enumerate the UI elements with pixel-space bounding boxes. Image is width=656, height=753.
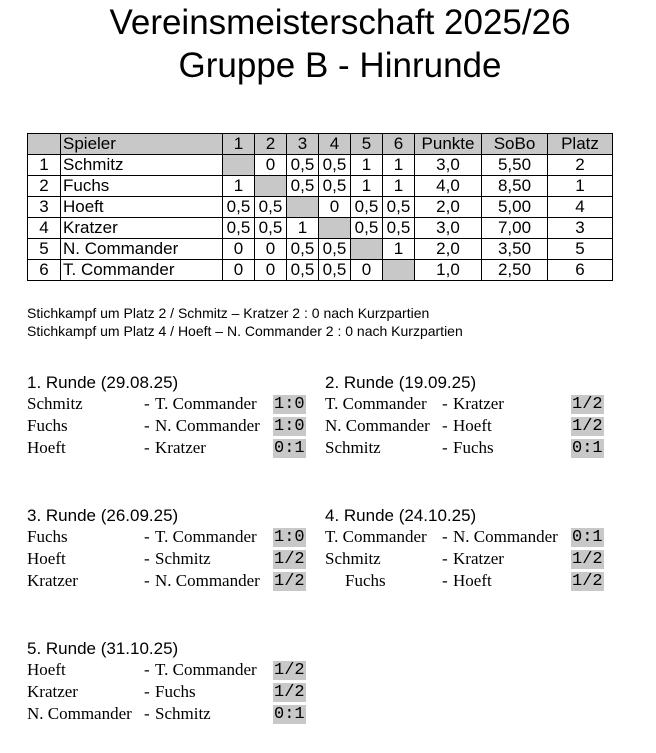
player-name-cell: Kratzer xyxy=(61,218,223,239)
white-player: Kratzer xyxy=(27,571,78,590)
table-cell: 3,50 xyxy=(482,239,548,260)
white-player: Kratzer xyxy=(27,682,78,701)
game-result: 1/2 xyxy=(274,661,305,680)
column-header: Spieler xyxy=(61,134,223,155)
game-result: 1/2 xyxy=(572,417,603,436)
game-result: 1:0 xyxy=(274,528,305,547)
pairing-dash: - xyxy=(144,682,150,701)
table-cell: 4 xyxy=(548,197,613,218)
table-cell: 3,0 xyxy=(415,155,482,176)
black-player: Kratzer xyxy=(453,394,504,413)
table-cell: 1 xyxy=(383,155,415,176)
game-result: 0:1 xyxy=(572,439,603,458)
game-result: 1/2 xyxy=(274,683,305,702)
table-cell: 0,5 xyxy=(383,218,415,239)
table-cell: 0,5 xyxy=(223,218,255,239)
pairing-dash: - xyxy=(442,549,448,568)
pairing xyxy=(27,415,305,437)
game-result: 1/2 xyxy=(572,550,603,569)
round-3 xyxy=(27,506,305,592)
game-result: 1/2 xyxy=(274,550,305,569)
table-row xyxy=(28,260,613,281)
pairing-dash: - xyxy=(144,416,150,435)
black-player: T. Commander xyxy=(155,527,257,546)
table-cell: 8,50 xyxy=(482,176,548,197)
column-header: 4 xyxy=(319,134,351,155)
pairing-dash: - xyxy=(144,438,150,457)
table-cell: 1 xyxy=(548,176,613,197)
table-cell: 2,0 xyxy=(415,239,482,260)
table-cell: 0 xyxy=(255,239,287,260)
table-cell: 1 xyxy=(28,155,61,176)
white-player: Schmitz xyxy=(325,438,381,457)
table-cell xyxy=(287,197,319,218)
table-cell: 0,5 xyxy=(319,176,351,197)
table-cell: 0 xyxy=(255,155,287,176)
white-player: Fuchs xyxy=(27,416,68,435)
table-cell: 1 xyxy=(351,155,383,176)
player-name-cell: Fuchs xyxy=(61,176,223,197)
table-cell: 0,5 xyxy=(287,176,319,197)
game-result: 1:0 xyxy=(274,395,305,414)
white-player: T. Commander xyxy=(325,394,427,413)
table-row xyxy=(28,239,613,260)
table-cell: 6 xyxy=(28,260,61,281)
table-cell: 0,5 xyxy=(255,197,287,218)
pairing xyxy=(27,526,305,548)
black-player: N. Commander xyxy=(155,416,260,435)
pairing xyxy=(325,548,603,570)
round-1 xyxy=(27,373,305,459)
tiebreak-note-1: Stichkampf um Platz 2 / Schmitz – Kratzer 2 : 0 nach Kurzpartien xyxy=(27,305,430,321)
page-title: Vereinsmeisterschaft 2025/26 xyxy=(109,3,571,42)
round-title: 4. Runde (24.10.25) xyxy=(325,506,477,525)
column-header: 5 xyxy=(351,134,383,155)
black-player: Kratzer xyxy=(155,438,206,457)
table-cell: 0 xyxy=(223,239,255,260)
table-cell: 0,5 xyxy=(319,260,351,281)
game-result: 1/2 xyxy=(572,395,603,414)
column-header: 2 xyxy=(255,134,287,155)
player-name-cell: Hoeft xyxy=(61,197,223,218)
table-cell: 1 xyxy=(351,176,383,197)
table-cell: 0,5 xyxy=(287,155,319,176)
pairing xyxy=(27,659,305,681)
black-player: N. Commander xyxy=(155,571,260,590)
pairing-dash: - xyxy=(144,394,150,413)
table-cell: 0,5 xyxy=(319,239,351,260)
table-cell: 4,0 xyxy=(415,176,482,197)
pairing-dash: - xyxy=(442,438,448,457)
game-result: 0:1 xyxy=(572,528,603,547)
table-header-row xyxy=(28,134,613,155)
white-player: Fuchs xyxy=(345,571,386,590)
table-cell: 4 xyxy=(28,218,61,239)
pairing-dash: - xyxy=(144,549,150,568)
pairing xyxy=(27,437,305,459)
black-player: Schmitz xyxy=(155,549,211,568)
pairing xyxy=(325,526,603,548)
table-cell: 5,00 xyxy=(482,197,548,218)
game-result: 0:1 xyxy=(274,705,305,724)
table-cell: 0 xyxy=(255,260,287,281)
black-player: Fuchs xyxy=(155,682,196,701)
black-player: Kratzer xyxy=(453,549,504,568)
white-player: Schmitz xyxy=(325,549,381,568)
game-result: 1:0 xyxy=(274,417,305,436)
table-cell: 0,5 xyxy=(319,155,351,176)
pairing-dash: - xyxy=(442,527,448,546)
white-player: N. Commander xyxy=(27,704,132,723)
black-player: Hoeft xyxy=(453,571,492,590)
black-player: N. Commander xyxy=(453,527,558,546)
table-row xyxy=(28,176,613,197)
table-cell: 2 xyxy=(28,176,61,197)
black-player: Fuchs xyxy=(453,438,494,457)
game-result: 0:1 xyxy=(274,439,305,458)
white-player: Hoeft xyxy=(27,438,66,457)
table-cell: 5 xyxy=(548,239,613,260)
table-cell: 7,00 xyxy=(482,218,548,239)
table-row xyxy=(28,155,613,176)
table-row xyxy=(28,218,613,239)
table-cell: 0,5 xyxy=(223,197,255,218)
table-cell: 2,0 xyxy=(415,197,482,218)
table-cell: 0 xyxy=(319,197,351,218)
table-cell: 3,0 xyxy=(415,218,482,239)
round-title: 1. Runde (29.08.25) xyxy=(27,373,179,392)
column-header: Platz xyxy=(548,134,613,155)
white-player: N. Commander xyxy=(325,416,430,435)
table-cell xyxy=(383,260,415,281)
pairing-dash: - xyxy=(442,571,448,590)
column-header: 3 xyxy=(287,134,319,155)
table-cell: 5,50 xyxy=(482,155,548,176)
column-header: 6 xyxy=(383,134,415,155)
table-cell: 2,50 xyxy=(482,260,548,281)
table-cell: 1 xyxy=(287,218,319,239)
table-cell: 3 xyxy=(548,218,613,239)
table-cell: 1,0 xyxy=(415,260,482,281)
table-cell xyxy=(223,155,255,176)
table-cell xyxy=(255,176,287,197)
column-header: 1 xyxy=(223,134,255,155)
table-cell: 0,5 xyxy=(383,197,415,218)
pairing-dash: - xyxy=(144,527,150,546)
table-cell: 5 xyxy=(28,239,61,260)
table-cell: 0,5 xyxy=(255,218,287,239)
table-cell: 0 xyxy=(223,260,255,281)
pairing xyxy=(27,393,305,415)
table-cell: 0 xyxy=(351,260,383,281)
pairing xyxy=(325,393,603,415)
table-cell: 1 xyxy=(223,176,255,197)
round-4 xyxy=(325,506,603,592)
pairing-dash: - xyxy=(442,394,448,413)
player-name-cell: Schmitz xyxy=(61,155,223,176)
white-player: Fuchs xyxy=(27,527,68,546)
table-row xyxy=(28,197,613,218)
table-cell xyxy=(319,218,351,239)
player-name-cell: T. Commander xyxy=(61,260,223,281)
white-player: T. Commander xyxy=(325,527,427,546)
column-header xyxy=(28,134,61,155)
game-result: 1/2 xyxy=(572,572,603,591)
pairing-dash: - xyxy=(144,704,150,723)
black-player: Hoeft xyxy=(453,416,492,435)
table-cell xyxy=(351,239,383,260)
table-cell: 3 xyxy=(28,197,61,218)
table-cell: 0,5 xyxy=(287,260,319,281)
pairing xyxy=(27,548,305,570)
player-name-cell: N. Commander xyxy=(61,239,223,260)
table-cell: 1 xyxy=(383,176,415,197)
pairing xyxy=(325,570,603,592)
round-title: 2. Runde (19.09.25) xyxy=(325,373,477,392)
table-cell: 0,5 xyxy=(351,197,383,218)
column-header: Punkte xyxy=(415,134,482,155)
white-player: Schmitz xyxy=(27,394,83,413)
table-cell: 0,5 xyxy=(287,239,319,260)
black-player: T. Commander xyxy=(155,660,257,679)
standings-table xyxy=(27,133,613,281)
table-cell: 2 xyxy=(548,155,613,176)
table-cell: 0,5 xyxy=(351,218,383,239)
tiebreak-note-2: Stichkampf um Platz 4 / Hoeft – N. Commander 2 : 0 nach Kurzpartien xyxy=(27,323,463,339)
column-header: SoBo xyxy=(482,134,548,155)
pairing xyxy=(27,681,305,703)
round-title: 3. Runde (26.09.25) xyxy=(27,506,179,525)
round-5 xyxy=(27,639,305,725)
black-player: Schmitz xyxy=(155,704,211,723)
black-player: T. Commander xyxy=(155,394,257,413)
pairing xyxy=(27,703,305,725)
standings-body xyxy=(28,134,613,281)
pairing xyxy=(325,415,603,437)
pairing-dash: - xyxy=(144,660,150,679)
round-title: 5. Runde (31.10.25) xyxy=(27,639,179,658)
game-result: 1/2 xyxy=(274,572,305,591)
pairing xyxy=(27,570,305,592)
page-subtitle: Gruppe B - Hinrunde xyxy=(178,46,502,85)
pairing-dash: - xyxy=(144,571,150,590)
pairing xyxy=(325,437,603,459)
pairing-dash: - xyxy=(442,416,448,435)
table-cell: 1 xyxy=(383,239,415,260)
white-player: Hoeft xyxy=(27,660,66,679)
table-cell: 6 xyxy=(548,260,613,281)
round-2 xyxy=(325,373,603,459)
white-player: Hoeft xyxy=(27,549,66,568)
